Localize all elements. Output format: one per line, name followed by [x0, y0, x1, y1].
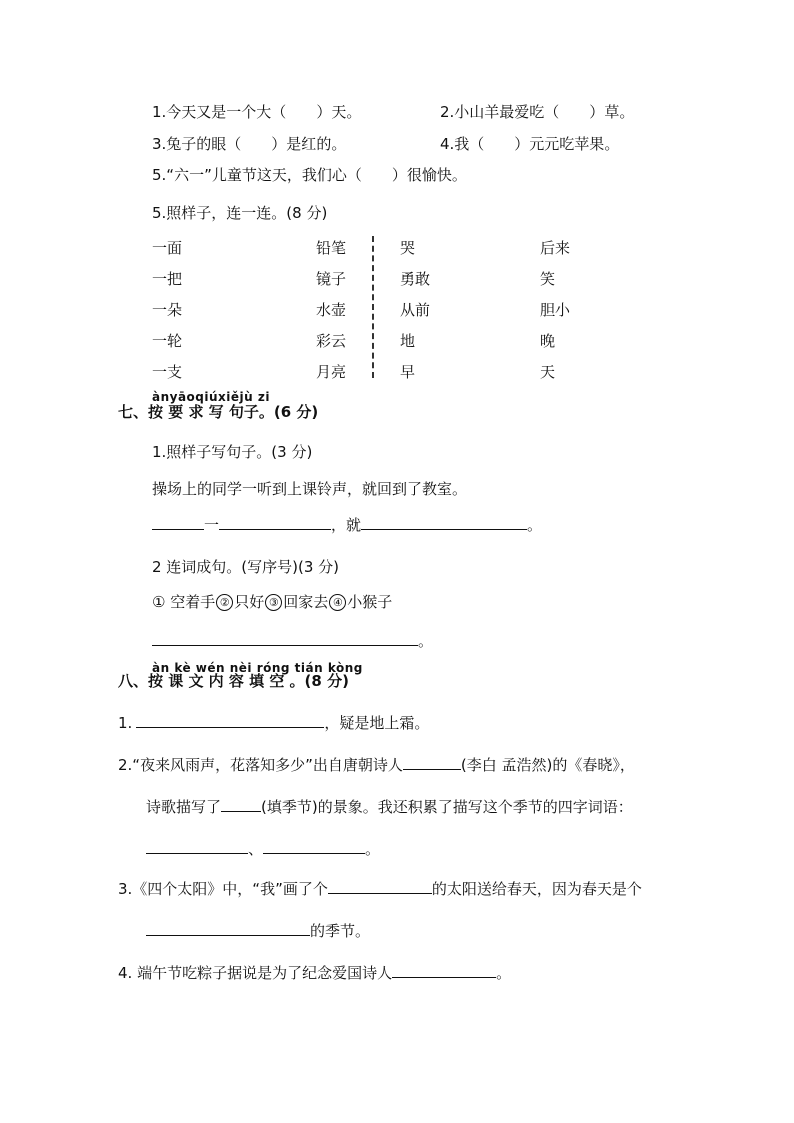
- match-col3-item: 地: [400, 332, 416, 350]
- dashed-divider: [372, 236, 374, 378]
- section7-sub2-words: [152, 591, 392, 612]
- marker-1: ①: [152, 593, 166, 611]
- question-5: 5.“六一”儿童节这天，我们心（ ）很愉快。: [152, 166, 467, 184]
- question-4: 4.我（ ）元元吃苹果。: [440, 135, 620, 153]
- section7-sub1-answer-line: [152, 514, 542, 535]
- answer-blank[interactable]: [152, 631, 418, 646]
- section8-q3: [118, 878, 642, 899]
- match-col2-item: 铅笔: [316, 239, 347, 257]
- text-yi: 一: [204, 516, 220, 534]
- marker-4: ④: [329, 594, 346, 611]
- match-col1-item: 一面: [152, 239, 183, 257]
- section7-pinyin: ànyāoqiúxiějù zi: [152, 390, 270, 404]
- match-col4-item: 胆小: [540, 301, 571, 319]
- answer-blank[interactable]: [392, 963, 496, 978]
- section7-title: 七、按 要 求 写 句子。(6 分): [118, 403, 319, 421]
- answer-blank[interactable]: [263, 839, 365, 854]
- match-col3-item: 哭: [400, 239, 416, 257]
- q3-tail: 的太阳送给春天，因为春天是个: [431, 880, 642, 898]
- answer-blank[interactable]: [146, 921, 310, 936]
- section8-q4: [118, 962, 511, 983]
- match-col3-item: 从前: [400, 301, 431, 319]
- section8-q3-line2: [146, 920, 370, 941]
- section7-sub1-example: 操场上的同学一听到上课铃声，就回到了教室。: [152, 480, 468, 498]
- question-3: 3.兔子的眼（ ）是红的。: [152, 135, 347, 153]
- answer-blank[interactable]: [361, 515, 527, 530]
- text-comma-jiu: ，就: [331, 516, 362, 534]
- text-period: 。: [527, 516, 543, 534]
- match-col3-item: 早: [400, 363, 416, 381]
- match-title: 5.照样子，连一连。(8 分): [152, 204, 328, 222]
- section8-title: 八、按 课 文 内 容 填 空 。(8 分): [118, 672, 349, 690]
- match-col2-item: 月亮: [316, 363, 347, 381]
- word-3: 回家去: [283, 593, 329, 611]
- q1-tail: ，疑是地上霜。: [324, 714, 430, 732]
- match-col2-item: 水壶: [316, 301, 347, 319]
- q2-head: 2.“夜来风雨声，花落知多少”出自唐朝诗人: [118, 756, 403, 774]
- section7-sub2-answer-line: [152, 630, 433, 651]
- q2-line2-tail: (填季节)的景象。我还积累了描写这个季节的四字词语：: [261, 798, 633, 816]
- text-period: 。: [496, 964, 512, 982]
- answer-blank[interactable]: [403, 755, 461, 770]
- marker-3: ③: [265, 594, 282, 611]
- section7-sub2-title: 2 连词成句。(写序号)(3 分): [152, 558, 340, 576]
- answer-blank[interactable]: [221, 797, 261, 812]
- match-col4-item: 笑: [540, 270, 556, 288]
- q2-sep: 、: [248, 840, 264, 858]
- question-1: 1.今天又是一个大（ ）天。: [152, 103, 362, 121]
- section7-sub1-title: 1.照样子写句子。(3 分): [152, 443, 313, 461]
- match-col4-item: 天: [540, 363, 556, 381]
- match-col1-item: 一支: [152, 363, 183, 381]
- match-col1-item: 一把: [152, 270, 183, 288]
- match-col1-item: 一轮: [152, 332, 183, 350]
- match-col2-item: 彩云: [316, 332, 347, 350]
- word-1: 空着手: [165, 593, 216, 611]
- word-4: 小猴子: [347, 593, 393, 611]
- q3-head: 3.《四个太阳》中，“我”画了个: [118, 880, 328, 898]
- question-2: 2.小山羊最爱吃（ ）草。: [440, 103, 635, 121]
- text-period: 。: [418, 632, 434, 650]
- section8-q2-line3: [146, 838, 380, 859]
- answer-blank[interactable]: [152, 515, 204, 530]
- q3-line2-tail: 的季节。: [310, 922, 371, 940]
- section8-q2-line2: [146, 796, 633, 817]
- q2-line2-head: 诗歌描写了: [146, 798, 222, 816]
- answer-blank[interactable]: [219, 515, 331, 530]
- q2-tail: (李白 孟浩然)的《春晓》，: [460, 756, 635, 774]
- q1-number: 1.: [118, 714, 133, 732]
- marker-2: ②: [216, 594, 233, 611]
- section8-q1: [118, 712, 429, 733]
- match-col2-item: 镜子: [316, 270, 347, 288]
- match-col1-item: 一朵: [152, 301, 183, 319]
- match-col3-item: 勇敢: [400, 270, 431, 288]
- match-col4-item: 晚: [540, 332, 556, 350]
- answer-blank[interactable]: [136, 713, 324, 728]
- q4-head: 4. 端午节吃粽子据说是为了纪念爱国诗人: [118, 964, 393, 982]
- answer-blank[interactable]: [328, 879, 432, 894]
- section8-q2: [118, 754, 635, 775]
- word-2: 只好: [234, 593, 265, 611]
- match-col4-item: 后来: [540, 239, 571, 257]
- answer-blank[interactable]: [146, 839, 248, 854]
- text-period: 。: [365, 840, 381, 858]
- section8-pinyin: àn kè wén nèi róng tián kòng: [152, 661, 363, 675]
